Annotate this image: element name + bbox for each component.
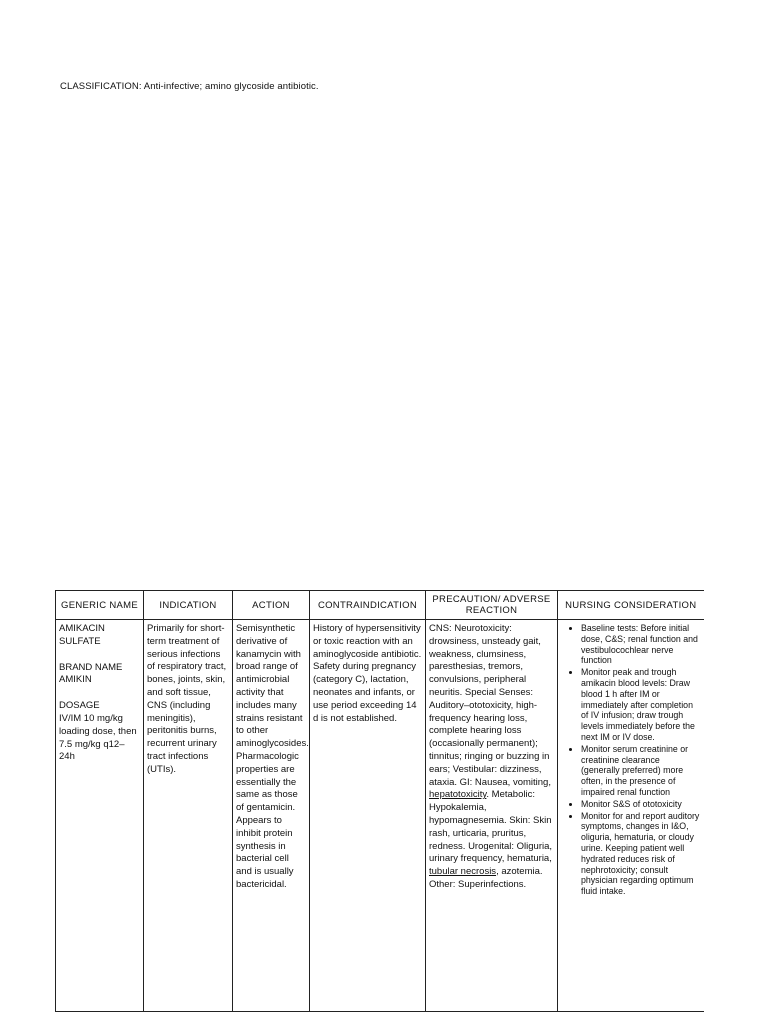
header-action: ACTION [233,591,310,620]
precaution-text-3: , azotemia. Other: Superinfections. [429,866,543,890]
nursing-item-baseline: • Baseline tests: Before initial dose, C&S; renal function and vestibulocochlear nerve function [581,623,701,666]
nursing-item-ototoxicity: • Monitor S&S of ototoxicity [581,799,701,810]
generic-name: AMIKACIN SULFATE [59,623,105,647]
brand-name: BRAND NAME AMIKIN [59,661,123,686]
hepatotoxicity-link[interactable]: hepatotoxicity [429,789,487,801]
precaution-text-1: CNS: Neurotoxicity: drowsiness, unsteady gait, weakness, clumsiness, paresthesias, tremors, convulsions, peripheral neuritis. Special Senses: Auditory–ototoxicity, high-frequency hearing loss, complete hearing loss (occasionally permanent); tinnitus; ringing or buzzing in ears; Vestibular: dizziness, ataxia. GI: Nausea, vomiting, [429,623,551,788]
cell-indication: Primarily for short-term treatment of serious infections of respiratory tract, bones, joints, skin, and soft tissue, CNS (including meningitis), peritonitis burns, recurrent urinary tract infections (UTIs). [144,620,233,1012]
header-row [56,591,704,620]
table-row [56,620,704,1012]
nursing-item-peak-trough: • Monitor peak and trough amikacin blood levels: Draw blood 1 h after IM or immediately after completion of IV infusion; draw trough levels immediately before the next IM or IV dose. [581,667,701,743]
header-generic-name: GENERIC NAME [56,591,144,620]
precaution-text-2: . Metabolic: Hypokalemia, hypomagnesemia. Skin: Skin rash, urticaria, pruritus, redness. Urogenital: Oliguria, urinary frequency, hematuria, [429,789,553,865]
header-nursing: NURSING CONSIDERATION [558,591,704,620]
cell-contraindication: History of hypersensitivity or toxic reaction with an aminoglycoside antibiotic. Safety during pregnancy (category C), lactation, neonates and infants, or use period exceeding 14 d is not established. [310,620,426,1012]
cell-generic-name [56,620,144,1012]
cell-precaution [426,620,558,1012]
header-precaution: PRECAUTION/ ADVERSE REACTION [426,591,558,620]
drug-table [55,590,704,1012]
classification-line: CLASSIFICATION: Anti-infective; amino glycoside antibiotic. [60,81,319,92]
header-indication: INDICATION [144,591,233,620]
tubular-necrosis-link[interactable]: tubular necrosis [429,866,497,878]
cell-action: Semisynthetic derivative of kanamycin with broad range of antimicrobial activity that includes many strains resistant to other aminoglycosides. Pharmacologic properties are essentially the same as those of gentamicin. Appears to inhibit protein synthesis in bacterial cell and is usually bactericidal. [233,620,310,1012]
nursing-item-auditory: • Monitor for and report auditory symptoms, changes in I&O, oliguria, hematuria, or cloudy urine. Keeping patient well hydrated reduces risk of nephrotoxicity; consult physician regarding optimum fluid intake. [581,811,701,897]
header-contraindication: CONTRAINDICATION [310,591,426,620]
dosage-value: IV/IM 10 mg/kg loading dose, then 7.5 mg/kg q12–24h [59,712,137,763]
nursing-list [561,623,701,897]
dosage-label: DOSAGE [59,700,100,712]
nursing-item-creatinine: • Monitor serum creatinine or creatinine clearance (generally preferred) more often, in the presence of impaired renal function [581,744,701,798]
cell-nursing [558,620,704,1012]
